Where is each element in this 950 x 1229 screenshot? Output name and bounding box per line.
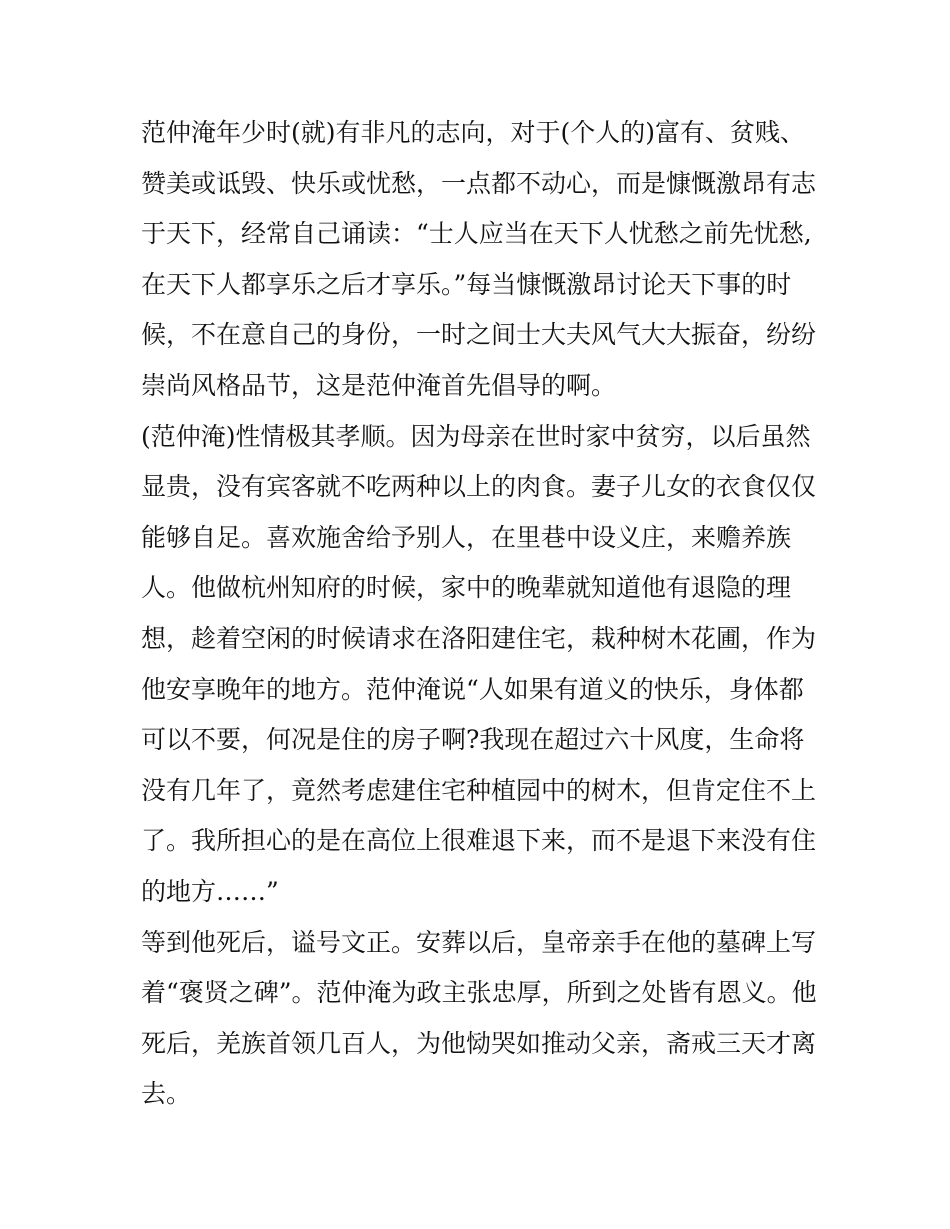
text-line: 范仲淹年少时(就)有非凡的志向，对于(个人的)富有、贫贱、: [141, 118, 806, 147]
text-line: 想，趁着空闲的时候请求在洛阳建住宅，栽种树木花圃，作为: [141, 623, 817, 653]
text-line: 崇尚风格品节，这是范仲淹首先倡导的啊。: [141, 370, 617, 400]
text-line: 候，不在意自己的身份，一时之间士大夫风气大大振奋，纷纷: [141, 320, 817, 350]
paragraph-1: [141, 108, 817, 412]
text-line: 显贵，没有宾客就不吃两种以上的肉食。妻子儿女的衣食仅仅: [141, 472, 817, 502]
text-line: 死后，羌族首领几百人，为他恸哭如推动父亲，斋戒三天才离: [141, 1028, 817, 1058]
text-line: 等到他死后，谥号文正。安葬以后，皇帝亲手在他的墓碑上写: [141, 927, 817, 957]
text-line: 能够自足。喜欢施舍给予别人，在里巷中设义庄，来赡养族: [141, 522, 792, 552]
text-line: (范仲淹)性情极其孝顺。因为母亲在世时家中贫穷，以后虽然: [141, 421, 811, 451]
text-line: 赞美或诋毁、快乐或忧愁，一点都不动心，而是慷慨激昂有志: [141, 168, 817, 198]
text-line: 人。他做杭州知府的时候，家中的晚辈就知道他有退隐的理: [141, 573, 792, 603]
text-line: 可以不要，何况是住的房子啊?我现在超过六十风度，生命将: [141, 725, 805, 755]
document-body: [141, 108, 817, 1120]
text-line: 了。我所担心的是在高位上很难退下来，而不是退下来没有住: [141, 826, 817, 856]
paragraph-2: [141, 412, 817, 918]
text-line: 在天下人都享乐之后才享乐。”每当慷慨激昂讨论天下事的时: [141, 269, 792, 299]
text-line: 没有几年了，竟然考虑建住宅种植园中的树木，但肯定住不上: [141, 775, 817, 805]
text-line: 他安享晚年的地方。范仲淹说“人如果有道义的快乐，身体都: [141, 674, 804, 704]
text-line: 去。: [141, 1079, 192, 1109]
text-line: 的地方……”: [141, 876, 279, 906]
text-line: 着“褒贤之碑”。范仲淹为政主张忠厚，所到之处皆有恩义。他: [141, 978, 817, 1008]
paragraph-3: [141, 918, 817, 1120]
text-line: 于天下，经常自己诵读：“士人应当在天下人忧愁之前先忧愁,: [141, 219, 812, 249]
